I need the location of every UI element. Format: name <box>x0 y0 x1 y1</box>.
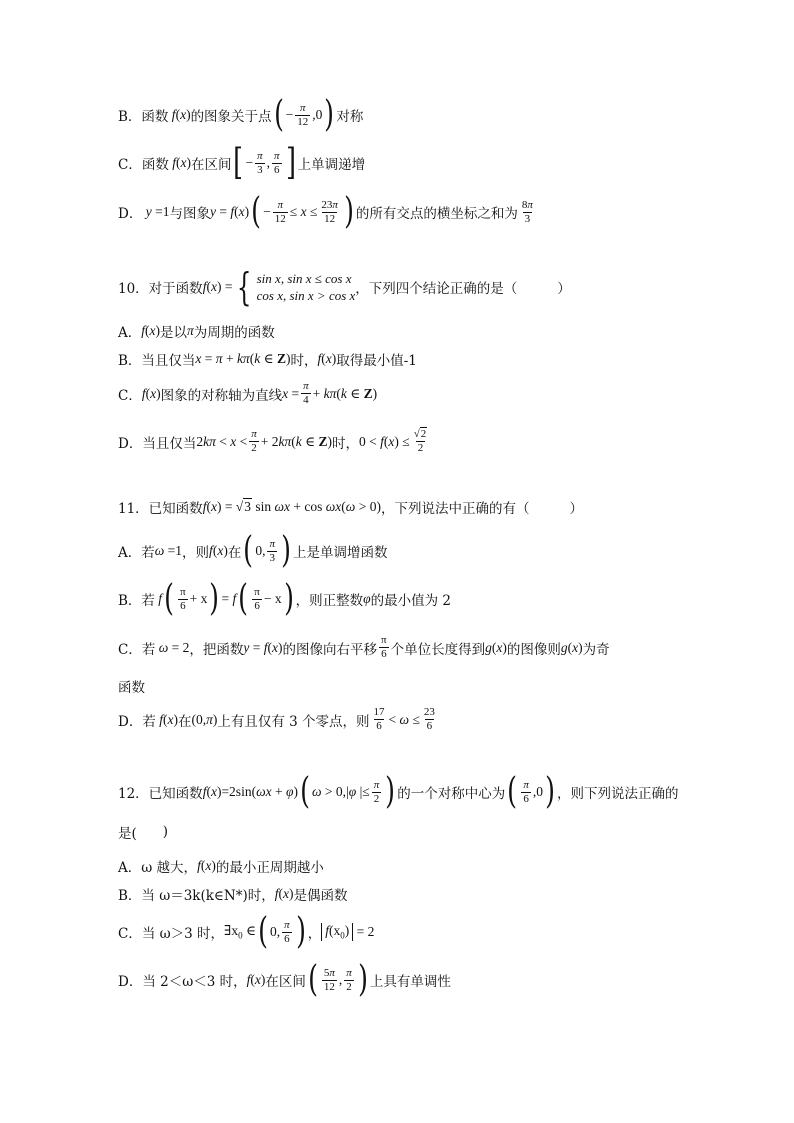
q9-option-c: C．函数 f ( x ) 在区间 [ − $\frac{\pi}{3}$ , $\frac{\pi}{6}$ ] 上单调递增 <box>118 142 366 183</box>
q11-option-a: A．若 ω =1 ，则 f ( x ) 在 ( 0, $\frac{\pi}{3}$ ) 上是单调增函数 <box>118 530 388 571</box>
q12-stem-wrap: 是( ) <box>118 824 169 842</box>
q11-option-c: C．若 ω = 2 ，把函数 y = f ( x ) 的图像向右平移 $\frac{\pi}{6}$ 个单位长度得到 g ( x ) 的图像则 g ( x ) 为奇 <box>118 634 610 660</box>
q9-option-b: B．函数 f ( x ) 的图象关于点 ( − $\frac{\pi}{12}$ ,0 ) 对称 <box>118 94 364 135</box>
q10-option-b: B．当且仅当 x = π + kπ ( k ∈ Z) 时， f ( x ) 取得最小值-1 <box>118 351 417 369</box>
q10-option-d: D．当且仅当 2 kπ < x < $\frac{\pi}{2}$ + 2 kπ ( k ∈ Z) 时， 0 < f ( x ) ≤ $\frac{√2}{2}$ <box>118 428 427 454</box>
q12-option-b: B．当 ω＝3k(k∈N*)时， f ( x ) 是偶函数 <box>118 886 348 904</box>
q10-option-c: C． f ( x ) 图象的对称轴为直线 x = $\frac{\pi}{4}$ + kπ ( k ∈ Z) <box>118 380 378 406</box>
q10-stem: 10．对于函数 f ( x ) = { sin x, sin x ≤ cos x cos x, sin x > cos x ，下列四个结论正确的是（ ） <box>118 265 571 309</box>
q12-option-a: A．ω 越大， f ( x ) 的最小正周期越小 <box>118 858 324 876</box>
q11-option-c-wrap: 函数 <box>118 680 145 696</box>
q12-option-c: C．当 ω＞3 时， $\exists x_0$ ∈ ( 0, $\frac{\pi}{6}$ ) ， $f(x_0)$ = 2 <box>118 911 375 952</box>
abs-fx0: $f(x_0)$ <box>321 923 353 941</box>
piecewise-cases: sin x, sin x ≤ cos x cos x, sin x > cos x <box>256 271 356 303</box>
math-fx: f <box>168 107 176 122</box>
q11-option-b: B．若 f ( $\frac{\pi}{6}$ + x ) = f ( $\frac{\pi}{6}$ − x ) ，则正整数 φ 的最小值为 2 <box>118 578 451 619</box>
q12-option-d: D．当 2＜ω＜3 时， f ( x ) 在区间 ( $\frac{5\pi}{12}$ , $\frac{\pi}{2}$ ) 上具有单调性 <box>118 959 451 1000</box>
q10-option-a: A． f ( x ) 是以 π 为周期的函数 <box>118 323 275 341</box>
q9-option-d: D． y =1 与图象 y = f ( x ) ( − $\frac{\pi}{12}$ ≤ x ≤ $\frac{23\pi}{12}$ ) 的所有交点的横坐标之和为 $\frac{8\pi}{3}$ <box>118 191 533 232</box>
q11-option-d: D．若 f ( x ) 在 (0, π ) 上有且仅有 3 个零点，则 $\frac{17}{6}$ < ω ≤ $\frac{23}{6}$ <box>118 706 435 732</box>
frac-pi-12: $\frac{\pi}{12}$ <box>297 101 309 128</box>
q11-stem: 11．已知函数 f ( x ) = √3 sin ωx + cos ωx ( ω > 0) ，下列说法中正确的有（ ） <box>118 499 583 517</box>
q12-stem: 12．已知函数 f ( x )=2sin( ωx + φ ) ( ω > 0,| φ |≤ $\frac{\pi}{2}$ ) 的一个对称中心为 ( $\frac{\pi}{6}$ ,0 ) ，则下列说法正确的 <box>118 771 679 812</box>
